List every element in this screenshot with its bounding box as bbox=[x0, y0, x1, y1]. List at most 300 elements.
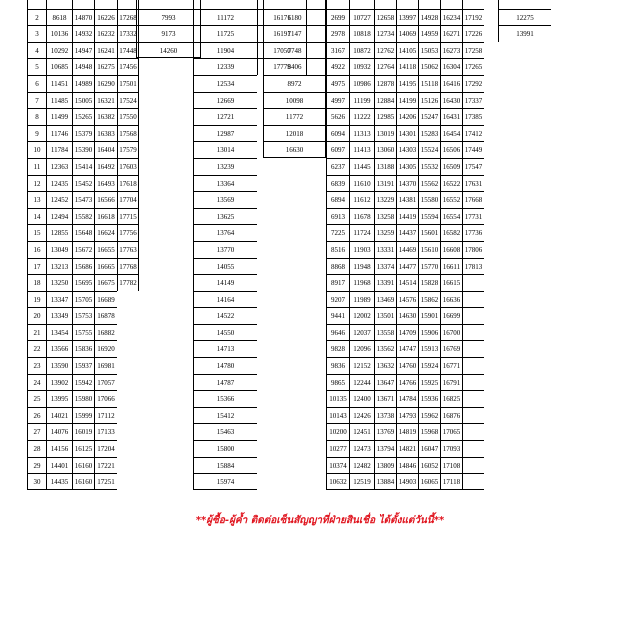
table-row bbox=[326, 208, 606, 225]
table-cell: 14747 bbox=[396, 340, 418, 357]
table-cell bbox=[257, 473, 307, 490]
table-row bbox=[326, 274, 606, 291]
table-row bbox=[193, 473, 307, 490]
table-row bbox=[27, 307, 139, 324]
table-cell: 12435 bbox=[46, 175, 72, 192]
table-cell: 15594 bbox=[418, 208, 440, 225]
table-cell bbox=[257, 423, 307, 440]
row-number-cell: 29 bbox=[27, 457, 46, 474]
table-cell: 15672 bbox=[72, 241, 94, 258]
table-cell: 13258 bbox=[374, 208, 396, 225]
table-cell: 17221 bbox=[94, 457, 117, 474]
table-cell bbox=[498, 75, 551, 92]
table-cell: 12764 bbox=[374, 58, 396, 75]
table-cell bbox=[374, 0, 396, 9]
table-cell: 15005 bbox=[72, 92, 94, 109]
table-cell: 13060 bbox=[374, 141, 396, 158]
table-cell: 11989 bbox=[349, 291, 374, 308]
table-cell: 12482 bbox=[349, 457, 374, 474]
table-cell: 16271 bbox=[440, 25, 462, 42]
table-row bbox=[263, 141, 326, 158]
table-row bbox=[193, 224, 307, 241]
table-cell: 17524 bbox=[117, 92, 139, 109]
table-cell bbox=[94, 0, 117, 9]
table-cell: 17618 bbox=[117, 175, 139, 192]
table-cell: 12878 bbox=[374, 75, 396, 92]
table-row bbox=[326, 340, 606, 357]
table-cell bbox=[257, 407, 307, 424]
table-row bbox=[193, 440, 307, 457]
table-cell: 13632 bbox=[374, 357, 396, 374]
table-cell: 12987 bbox=[193, 125, 257, 142]
table-cell: 10818 bbox=[349, 25, 374, 42]
table-cell: 9828 bbox=[326, 340, 349, 357]
table-row bbox=[326, 92, 606, 109]
row-number-cell: 9 bbox=[27, 125, 46, 142]
table-cell bbox=[551, 58, 606, 75]
table-cell: 6180 bbox=[263, 9, 326, 26]
table-cell: 17568 bbox=[117, 125, 139, 142]
table-cell: 6097 bbox=[326, 141, 349, 158]
table-cell: 16191 bbox=[257, 25, 307, 42]
table-cell: 8868 bbox=[326, 258, 349, 275]
table-cell bbox=[551, 0, 606, 9]
table-cell: 12669 bbox=[193, 92, 257, 109]
table-cell: 14303 bbox=[396, 141, 418, 158]
table-cell: 17547 bbox=[462, 158, 484, 175]
table-row bbox=[326, 241, 606, 258]
table-cell: 14149 bbox=[193, 274, 257, 291]
table-cell: 13239 bbox=[193, 158, 257, 175]
table-cell bbox=[462, 324, 484, 341]
table-row bbox=[27, 75, 139, 92]
table-cell: 10872 bbox=[349, 42, 374, 59]
table-cell bbox=[484, 108, 498, 125]
table-cell bbox=[257, 191, 307, 208]
table-cell: 14477 bbox=[396, 258, 418, 275]
table-row bbox=[27, 125, 139, 142]
table-cell: 9207 bbox=[326, 291, 349, 308]
table-row bbox=[136, 9, 201, 26]
table-cell bbox=[551, 457, 606, 474]
table-cell bbox=[257, 274, 307, 291]
table-cell: 16160 bbox=[72, 457, 94, 474]
table-cell bbox=[117, 357, 139, 374]
table-cell bbox=[263, 0, 326, 9]
table-cell: 14021 bbox=[46, 407, 72, 424]
table-cell: 14793 bbox=[396, 407, 418, 424]
table-cell: 14206 bbox=[396, 108, 418, 125]
table-cell: 16825 bbox=[440, 390, 462, 407]
table-row bbox=[326, 141, 606, 158]
table-row bbox=[326, 175, 606, 192]
table-row bbox=[27, 58, 139, 75]
table-cell bbox=[498, 340, 551, 357]
table-cell: 10135 bbox=[326, 390, 349, 407]
table-row bbox=[136, 25, 201, 42]
table-cell: 16876 bbox=[440, 407, 462, 424]
table-cell: 14055 bbox=[193, 258, 257, 275]
table-cell bbox=[498, 0, 551, 9]
table-cell: 11610 bbox=[349, 175, 374, 192]
table-cell: 13569 bbox=[193, 191, 257, 208]
table-cell: 14195 bbox=[396, 75, 418, 92]
table-cell: 16611 bbox=[440, 258, 462, 275]
table-cell bbox=[257, 390, 307, 407]
table-cell: 15610 bbox=[418, 241, 440, 258]
table-row bbox=[27, 92, 139, 109]
table-cell: 14821 bbox=[396, 440, 418, 457]
table-cell: 15884 bbox=[193, 457, 257, 474]
table-cell: 17779 bbox=[257, 58, 307, 75]
table-cell bbox=[484, 274, 498, 291]
table-cell: 16171 bbox=[257, 9, 307, 26]
table-cell: 15980 bbox=[72, 390, 94, 407]
table-cell: 16241 bbox=[94, 42, 117, 59]
table-cell: 13625 bbox=[193, 208, 257, 225]
table-cell: 10932 bbox=[349, 58, 374, 75]
table-cell: 16689 bbox=[94, 291, 117, 308]
table-row bbox=[27, 108, 139, 125]
table-cell: 15390 bbox=[72, 141, 94, 158]
table-cell: 14435 bbox=[46, 473, 72, 490]
table-cell bbox=[498, 224, 551, 241]
table-cell: 17066 bbox=[94, 390, 117, 407]
row-number-cell: 24 bbox=[27, 374, 46, 391]
table-cell bbox=[484, 92, 498, 109]
table-cell: 16065 bbox=[418, 473, 440, 490]
table-cell: 16608 bbox=[440, 241, 462, 258]
table-cell: 14437 bbox=[396, 224, 418, 241]
table-cell: 15412 bbox=[193, 407, 257, 424]
table-row bbox=[326, 457, 606, 474]
table-cell bbox=[484, 291, 498, 308]
table-cell bbox=[46, 0, 72, 9]
table-cell: 17782 bbox=[117, 274, 139, 291]
row-number-cell: 13 bbox=[27, 191, 46, 208]
table-cell: 11485 bbox=[46, 92, 72, 109]
table-cell bbox=[551, 125, 606, 142]
row-number-cell: 2 bbox=[27, 9, 46, 26]
table-cell: 13558 bbox=[374, 324, 396, 341]
table-row bbox=[27, 9, 139, 26]
table-cell: 11612 bbox=[349, 191, 374, 208]
table-cell bbox=[484, 75, 498, 92]
table-row bbox=[27, 241, 139, 258]
table-cell: 12002 bbox=[349, 307, 374, 324]
table-cell: 15913 bbox=[418, 340, 440, 357]
table-cell: 14301 bbox=[396, 125, 418, 142]
table-cell: 14401 bbox=[46, 457, 72, 474]
table-cell: 15414 bbox=[72, 158, 94, 175]
table-row bbox=[193, 191, 307, 208]
table-cell: 17756 bbox=[117, 224, 139, 241]
table-cell: 16506 bbox=[440, 141, 462, 158]
table-row bbox=[27, 357, 139, 374]
table-cell: 14928 bbox=[418, 9, 440, 26]
table-cell: 12985 bbox=[374, 108, 396, 125]
table-cell: 11313 bbox=[349, 125, 374, 142]
footer-note: **ผู้ซื้อ-ผู้ค้ำ ติดต่อเซ็นสัญญาที่ฝ่ายสินเชื่อ ได้ตั้งแต่วันนี้** bbox=[195, 515, 445, 526]
table-cell bbox=[484, 357, 498, 374]
table-row bbox=[193, 390, 307, 407]
table-cell: 16383 bbox=[94, 125, 117, 142]
table-cell bbox=[551, 92, 606, 109]
table-cell: 11499 bbox=[46, 108, 72, 125]
table-cell: 12037 bbox=[349, 324, 374, 341]
table-cell: 16304 bbox=[440, 58, 462, 75]
table-cell: 16052 bbox=[418, 457, 440, 474]
table-cell bbox=[484, 423, 498, 440]
table-cell: 17093 bbox=[440, 440, 462, 457]
table-row bbox=[27, 208, 139, 225]
table-cell bbox=[462, 291, 484, 308]
table-cell bbox=[498, 440, 551, 457]
table-cell: 15974 bbox=[193, 473, 257, 490]
table-cell: 13501 bbox=[374, 307, 396, 324]
table-cell bbox=[484, 42, 498, 59]
table-cell bbox=[498, 141, 551, 158]
table-cell: 16431 bbox=[440, 108, 462, 125]
table-cell bbox=[117, 457, 139, 474]
table-cell: 16522 bbox=[440, 175, 462, 192]
table-cell bbox=[498, 191, 551, 208]
table-cell: 16019 bbox=[72, 423, 94, 440]
table-cell bbox=[462, 423, 484, 440]
table-row bbox=[27, 440, 139, 457]
table-cell: 14713 bbox=[193, 340, 257, 357]
table-cell: 12494 bbox=[46, 208, 72, 225]
row-number-cell: 22 bbox=[27, 340, 46, 357]
table-cell: 16878 bbox=[94, 307, 117, 324]
table-cell: 15532 bbox=[418, 158, 440, 175]
table-cell: 16882 bbox=[94, 324, 117, 341]
table-cell bbox=[551, 258, 606, 275]
table-cell: 15601 bbox=[418, 224, 440, 241]
table-cell: 14522 bbox=[193, 307, 257, 324]
table-cell: 2978 bbox=[326, 25, 349, 42]
table-cell: 13991 bbox=[498, 25, 551, 42]
table-cell: 17292 bbox=[462, 75, 484, 92]
table-cell bbox=[551, 208, 606, 225]
table-cell: 15705 bbox=[72, 291, 94, 308]
table-cell: 10200 bbox=[326, 423, 349, 440]
table-cell: 16492 bbox=[94, 158, 117, 175]
table-cell: 15942 bbox=[72, 374, 94, 391]
table-cell: 15379 bbox=[72, 125, 94, 142]
table-cell bbox=[257, 340, 307, 357]
table-cell bbox=[484, 125, 498, 142]
table-row bbox=[193, 175, 307, 192]
table-cell bbox=[551, 9, 606, 26]
table-cell: 14164 bbox=[193, 291, 257, 308]
table-cell: 11746 bbox=[46, 125, 72, 142]
table-cell: 16273 bbox=[440, 42, 462, 59]
table-cell: 16454 bbox=[440, 125, 462, 142]
table-cell: 14784 bbox=[396, 390, 418, 407]
table-row bbox=[193, 208, 307, 225]
table-row bbox=[326, 75, 606, 92]
table-cell bbox=[498, 291, 551, 308]
table-cell bbox=[257, 175, 307, 192]
table-cell: 17226 bbox=[462, 25, 484, 42]
table-cell bbox=[484, 0, 498, 9]
table-cell: 14370 bbox=[396, 175, 418, 192]
table-cell: 17192 bbox=[462, 9, 484, 26]
table-cell bbox=[117, 390, 139, 407]
table-cell: 15924 bbox=[418, 357, 440, 374]
table-cell bbox=[498, 58, 551, 75]
table-cell: 15452 bbox=[72, 175, 94, 192]
table-cell bbox=[498, 125, 551, 142]
table-cell bbox=[257, 307, 307, 324]
table-cell: 12244 bbox=[349, 374, 374, 391]
table-cell: 14305 bbox=[396, 158, 418, 175]
table-row bbox=[27, 191, 139, 208]
table-row bbox=[326, 9, 606, 26]
table-cell bbox=[72, 0, 94, 9]
table-cell: 13770 bbox=[193, 241, 257, 258]
table-row bbox=[27, 224, 139, 241]
table-cell bbox=[484, 390, 498, 407]
table-cell: 11725 bbox=[193, 25, 257, 42]
table-row bbox=[27, 175, 139, 192]
table-cell: 15463 bbox=[193, 423, 257, 440]
table-cell: 16665 bbox=[94, 258, 117, 275]
table-row bbox=[326, 357, 606, 374]
table-cell: 10136 bbox=[46, 25, 72, 42]
table-cell: 13374 bbox=[374, 258, 396, 275]
table-cell: 16509 bbox=[440, 158, 462, 175]
table-cell: 16160 bbox=[72, 473, 94, 490]
row-number-cell: 8 bbox=[27, 108, 46, 125]
table-cell: 10685 bbox=[46, 58, 72, 75]
table-row bbox=[193, 423, 307, 440]
table-row bbox=[27, 473, 139, 490]
table-cell bbox=[257, 208, 307, 225]
table-cell: 17337 bbox=[462, 92, 484, 109]
table-cell: 14514 bbox=[396, 274, 418, 291]
table-cell: 12096 bbox=[349, 340, 374, 357]
table-cell: 13764 bbox=[193, 224, 257, 241]
number-table-col-b bbox=[136, 0, 201, 58]
table-cell bbox=[498, 390, 551, 407]
table-row bbox=[136, 42, 201, 59]
table-cell: 15580 bbox=[418, 191, 440, 208]
table-cell: 15582 bbox=[72, 208, 94, 225]
table-cell: 17715 bbox=[117, 208, 139, 225]
table-cell bbox=[551, 473, 606, 490]
table-cell bbox=[498, 241, 551, 258]
table-cell bbox=[484, 208, 498, 225]
table-cell: 7225 bbox=[326, 224, 349, 241]
table-cell: 17108 bbox=[440, 457, 462, 474]
table-cell bbox=[498, 473, 551, 490]
table-cell bbox=[193, 0, 257, 9]
table-row bbox=[27, 457, 139, 474]
table-row bbox=[326, 258, 606, 275]
table-cell: 14903 bbox=[396, 473, 418, 490]
row-number-cell: 21 bbox=[27, 324, 46, 341]
table-cell bbox=[257, 357, 307, 374]
table-cell: 15283 bbox=[418, 125, 440, 142]
table-cell: 17133 bbox=[94, 423, 117, 440]
table-cell: 4975 bbox=[326, 75, 349, 92]
table-cell bbox=[484, 175, 498, 192]
table-cell: 15862 bbox=[418, 291, 440, 308]
table-cell: 17736 bbox=[462, 224, 484, 241]
table-cell bbox=[418, 0, 440, 9]
table-cell: 17631 bbox=[462, 175, 484, 192]
table-cell bbox=[551, 423, 606, 440]
table-cell: 17065 bbox=[440, 423, 462, 440]
table-cell: 11413 bbox=[349, 141, 374, 158]
table-cell bbox=[484, 307, 498, 324]
table-cell: 13794 bbox=[374, 440, 396, 457]
table-cell: 15648 bbox=[72, 224, 94, 241]
table-cell bbox=[551, 158, 606, 175]
row-number-cell: 30 bbox=[27, 473, 46, 490]
table-cell: 14989 bbox=[72, 75, 94, 92]
table-row bbox=[263, 125, 326, 142]
table-cell: 11904 bbox=[193, 42, 257, 59]
table-cell: 12339 bbox=[193, 58, 257, 75]
table-cell bbox=[484, 191, 498, 208]
table-cell: 16234 bbox=[440, 9, 462, 26]
table-cell bbox=[462, 307, 484, 324]
table-cell: 13347 bbox=[46, 291, 72, 308]
table-cell: 17668 bbox=[462, 191, 484, 208]
table-cell bbox=[484, 457, 498, 474]
table-cell bbox=[257, 224, 307, 241]
table-cell: 17603 bbox=[117, 158, 139, 175]
table-cell: 17731 bbox=[462, 208, 484, 225]
table-cell: 13259 bbox=[374, 224, 396, 241]
table-cell: 17704 bbox=[117, 191, 139, 208]
table-cell: 15936 bbox=[418, 390, 440, 407]
table-cell: 4997 bbox=[326, 92, 349, 109]
table-cell bbox=[462, 457, 484, 474]
table-cell: 14381 bbox=[396, 191, 418, 208]
table-cell: 9865 bbox=[326, 374, 349, 391]
table-cell: 10143 bbox=[326, 407, 349, 424]
table-cell bbox=[551, 407, 606, 424]
table-cell bbox=[484, 440, 498, 457]
number-table-col-d bbox=[263, 0, 326, 158]
table-cell bbox=[498, 374, 551, 391]
table-cell: 17763 bbox=[117, 241, 139, 258]
table-row bbox=[326, 224, 606, 241]
row-number-cell: 7 bbox=[27, 92, 46, 109]
table-row bbox=[27, 374, 139, 391]
table-cell: 14576 bbox=[396, 291, 418, 308]
table-cell: 3167 bbox=[326, 42, 349, 59]
table-row bbox=[326, 42, 606, 59]
table-cell: 14469 bbox=[396, 241, 418, 258]
table-cell bbox=[117, 423, 139, 440]
table-cell: 16275 bbox=[94, 58, 117, 75]
table-cell: 13995 bbox=[46, 390, 72, 407]
table-row bbox=[263, 9, 326, 26]
table-cell bbox=[551, 374, 606, 391]
table-cell bbox=[498, 108, 551, 125]
table-cell: 14819 bbox=[396, 423, 418, 440]
table-cell: 16636 bbox=[440, 291, 462, 308]
table-cell: 15247 bbox=[418, 108, 440, 125]
table-cell: 17456 bbox=[117, 58, 139, 75]
table-cell: 15906 bbox=[418, 324, 440, 341]
table-cell: 7993 bbox=[136, 9, 201, 26]
